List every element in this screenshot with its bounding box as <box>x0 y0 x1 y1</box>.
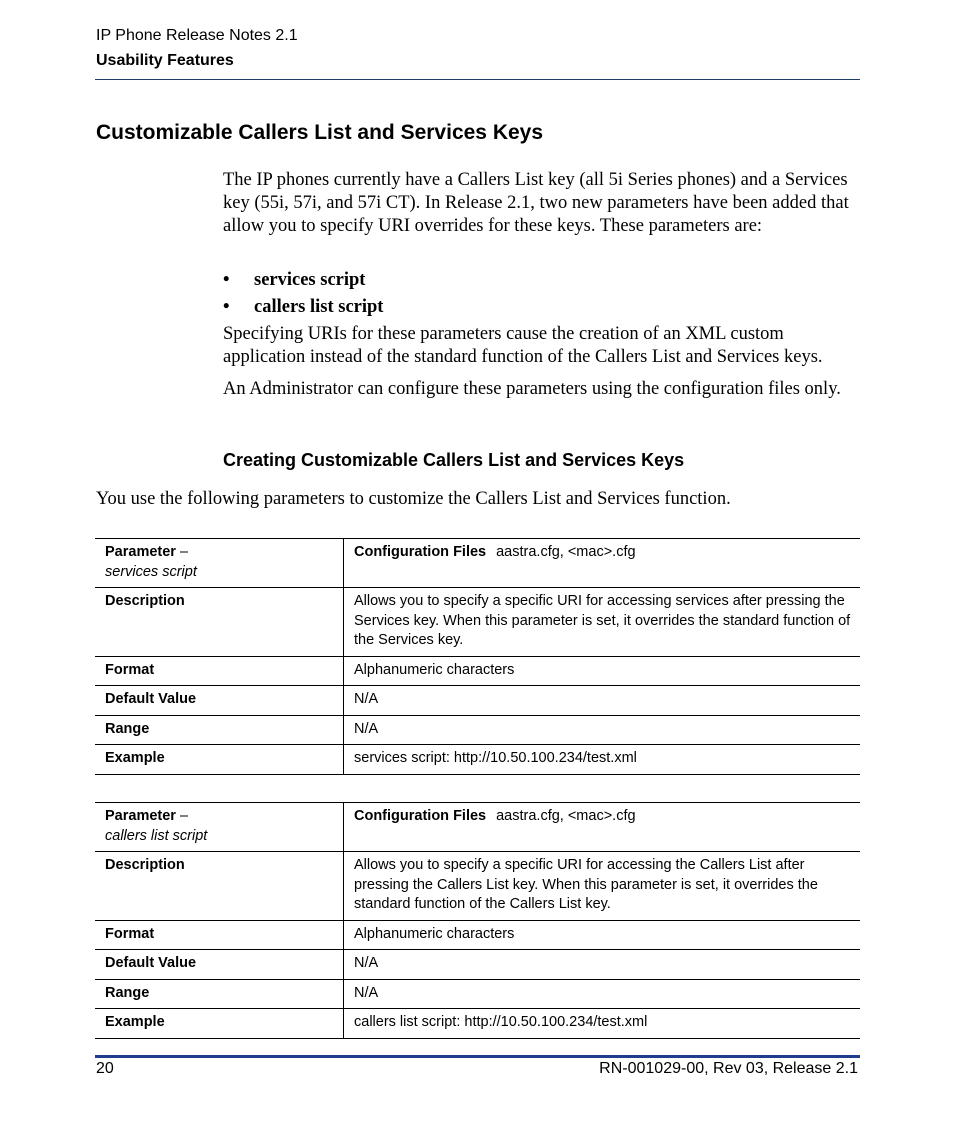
bullet-label: callers list script <box>254 297 384 317</box>
description-value: Allows you to specify a specific URI for accessing services after pressing the Services key. When this parameter is set, it overrides the standard function of the Services key. <box>344 588 861 657</box>
table-row-format <box>95 920 860 950</box>
example-value: services script: http://10.50.100.234/test.xml <box>344 745 861 775</box>
format-value: Alphanumeric characters <box>344 656 861 686</box>
default-value-value: N/A <box>344 950 861 980</box>
table-row-default-value <box>95 950 860 980</box>
config-files-value: aastra.cfg, <mac>.cfg <box>496 808 636 824</box>
bullet-label: services script <box>254 270 366 290</box>
range-label: Range <box>95 979 344 1009</box>
parameter-table-services-script <box>95 538 860 775</box>
table-row-parameter <box>95 539 860 588</box>
parameter-name: services script <box>105 563 197 580</box>
running-header-section: Usability Features <box>96 52 234 69</box>
table-row-parameter <box>95 803 860 852</box>
table-row-range <box>95 715 860 745</box>
parameter-name: callers list script <box>105 827 208 844</box>
parameter-dash: – <box>175 808 189 824</box>
config-files-cell <box>344 539 861 588</box>
range-value: N/A <box>344 979 861 1009</box>
description-value: Allows you to specify a specific URI for accessing the Callers List after pressing the Callers List key. When this parameter is set, it overrides the standard function of the Callers List key. <box>344 852 861 921</box>
default-value-value: N/A <box>344 686 861 716</box>
intro-paragraph: The IP phones currently have a Callers List key (all 5i Series phones) and a Services key (55i, 57i, and 57i CT). In Release 2.1, two new parameters have been added that allow you to specify URI overrides for these keys. These parameters are: <box>223 170 849 236</box>
description-label: Description <box>95 588 344 657</box>
example-label: Example <box>95 745 344 775</box>
range-value: N/A <box>344 715 861 745</box>
format-label: Format <box>95 920 344 950</box>
example-label: Example <box>95 1009 344 1039</box>
document-id: RN-001029-00, Rev 03, Release 2.1 <box>599 1060 858 1077</box>
range-label: Range <box>95 715 344 745</box>
table-row-description <box>95 588 860 657</box>
format-label: Format <box>95 656 344 686</box>
default-value-label: Default Value <box>95 950 344 980</box>
table-row-format <box>95 656 860 686</box>
bullet-item-callers-list-script <box>223 297 383 318</box>
table-row-example <box>95 1009 860 1039</box>
config-files-label: Configuration Files <box>354 544 487 560</box>
parameter-label: Parameter <box>105 544 176 560</box>
footer-divider <box>95 1055 860 1058</box>
table-row-default-value <box>95 686 860 716</box>
parameter-dash: – <box>175 544 189 560</box>
format-value: Alphanumeric characters <box>344 920 861 950</box>
table-row-example <box>95 745 860 775</box>
table-row-description <box>95 852 860 921</box>
bullet-symbol: • <box>223 270 230 290</box>
table-row-range <box>95 979 860 1009</box>
parameter-label: Parameter <box>105 808 176 824</box>
config-files-value: aastra.cfg, <mac>.cfg <box>496 544 636 560</box>
parameters-intro: You use the following parameters to customize the Callers List and Services function. <box>96 489 731 509</box>
config-files-cell <box>344 803 861 852</box>
bullet-item-services-script <box>223 270 365 291</box>
default-value-label: Default Value <box>95 686 344 716</box>
config-files-label: Configuration Files <box>354 808 487 824</box>
uri-paragraph: Specifying URIs for these parameters cause the creation of an XML custom application instead of the standard function of the Callers List and Services keys. <box>223 324 823 367</box>
header-divider <box>95 79 860 80</box>
running-header-title: IP Phone Release Notes 2.1 <box>96 27 298 44</box>
parameter-label-cell <box>95 539 344 588</box>
example-value: callers list script: http://10.50.100.234/test.xml <box>344 1009 861 1039</box>
parameter-table-callers-list-script <box>95 802 860 1039</box>
section-heading: Customizable Callers List and Services Keys <box>96 121 544 144</box>
subsection-heading: Creating Customizable Callers List and Services Keys <box>223 450 685 470</box>
bullet-symbol: • <box>223 297 230 317</box>
description-label: Description <box>95 852 344 921</box>
page-number: 20 <box>96 1060 114 1077</box>
parameter-label-cell <box>95 803 344 852</box>
admin-paragraph: An Administrator can configure these parameters using the configuration files only. <box>223 379 841 399</box>
